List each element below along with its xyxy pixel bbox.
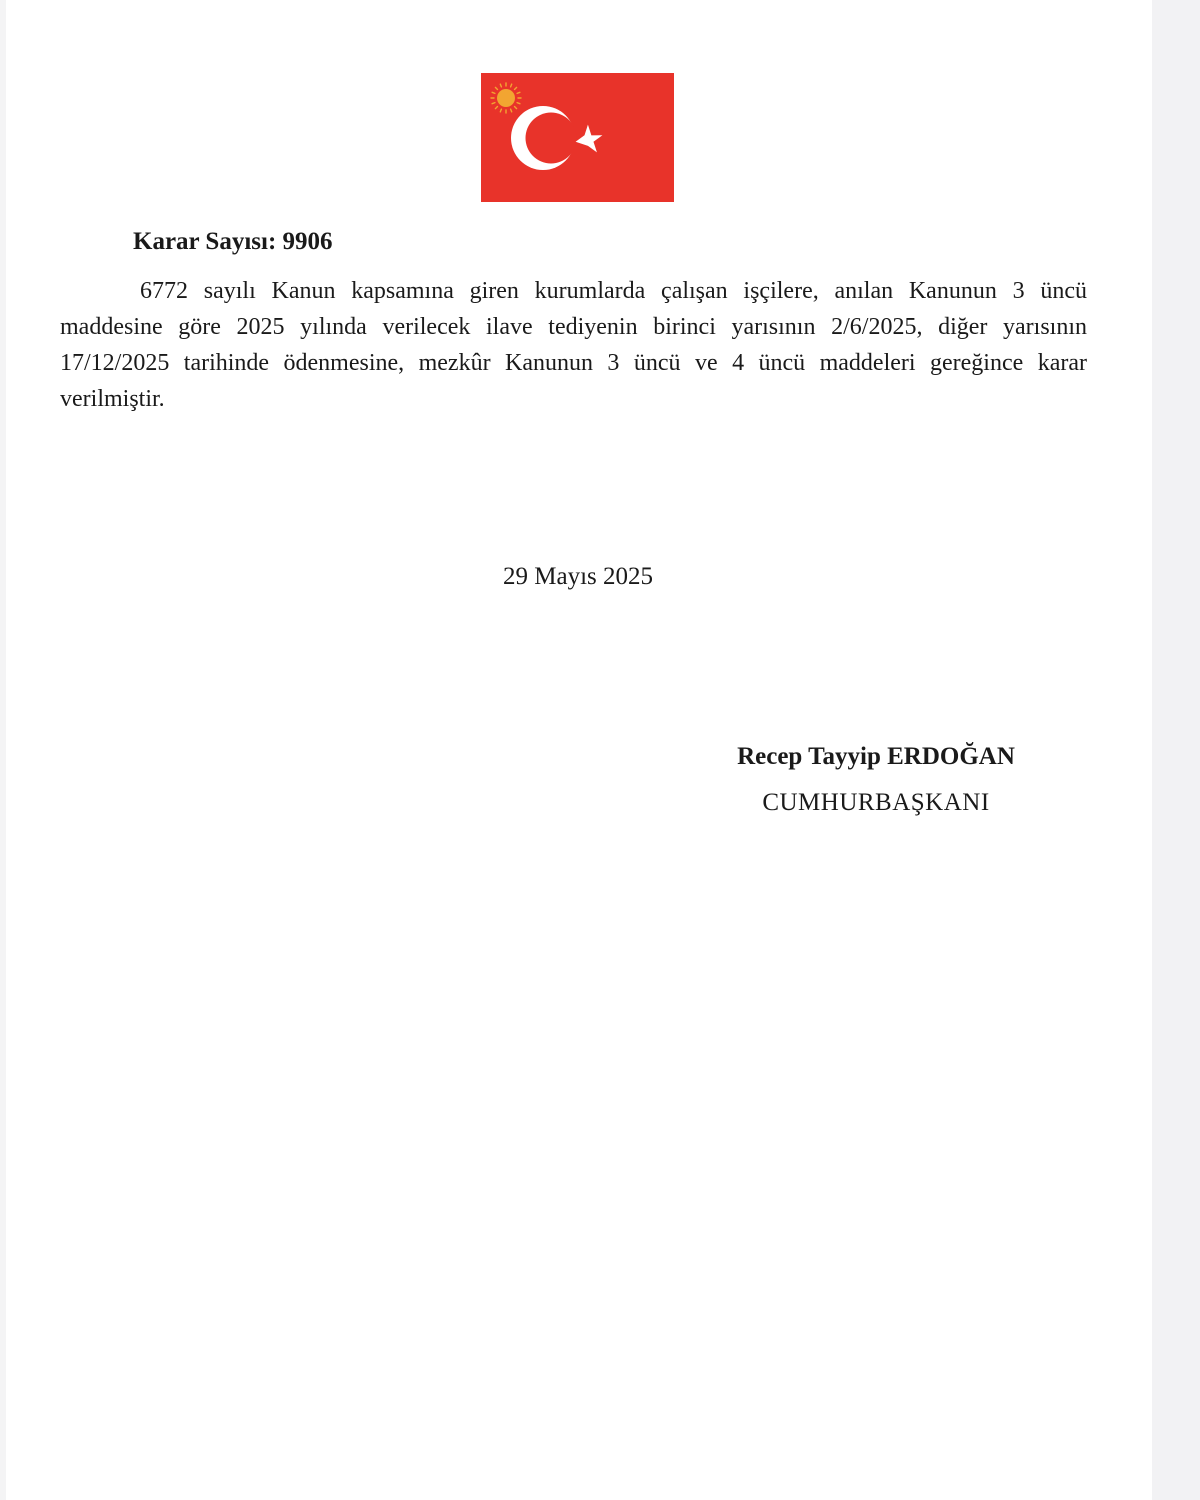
viewer-background-strip xyxy=(1152,0,1200,1500)
signatory-name: Recep Tayyip ERDOĞAN xyxy=(737,743,1015,770)
decision-number: Karar Sayısı: 9906 xyxy=(133,228,333,255)
turkish-presidential-emblem-icon xyxy=(481,73,674,202)
decision-body-paragraph: 6772 sayılı Kanun kapsamına giren kurumlarda çalışan işçilere, anılan Kanunun 3 üncü maddesine göre 2025 yılında verilecek ilave tediyenin birinci yarısının 2/6/2025, diğer yarısının 17/12/2025 tarihinde ödenmesine, mezkûr Kanunun 3 üncü ve 4 üncü maddeleri gereğince karar verilmiştir. xyxy=(60,278,1087,412)
cropped-header-remnant xyxy=(360,0,810,2)
page-left-edge xyxy=(0,0,6,1500)
signatory-title: CUMHURBAŞKANI xyxy=(762,789,990,816)
decision-date: 29 Mayıs 2025 xyxy=(503,563,653,590)
